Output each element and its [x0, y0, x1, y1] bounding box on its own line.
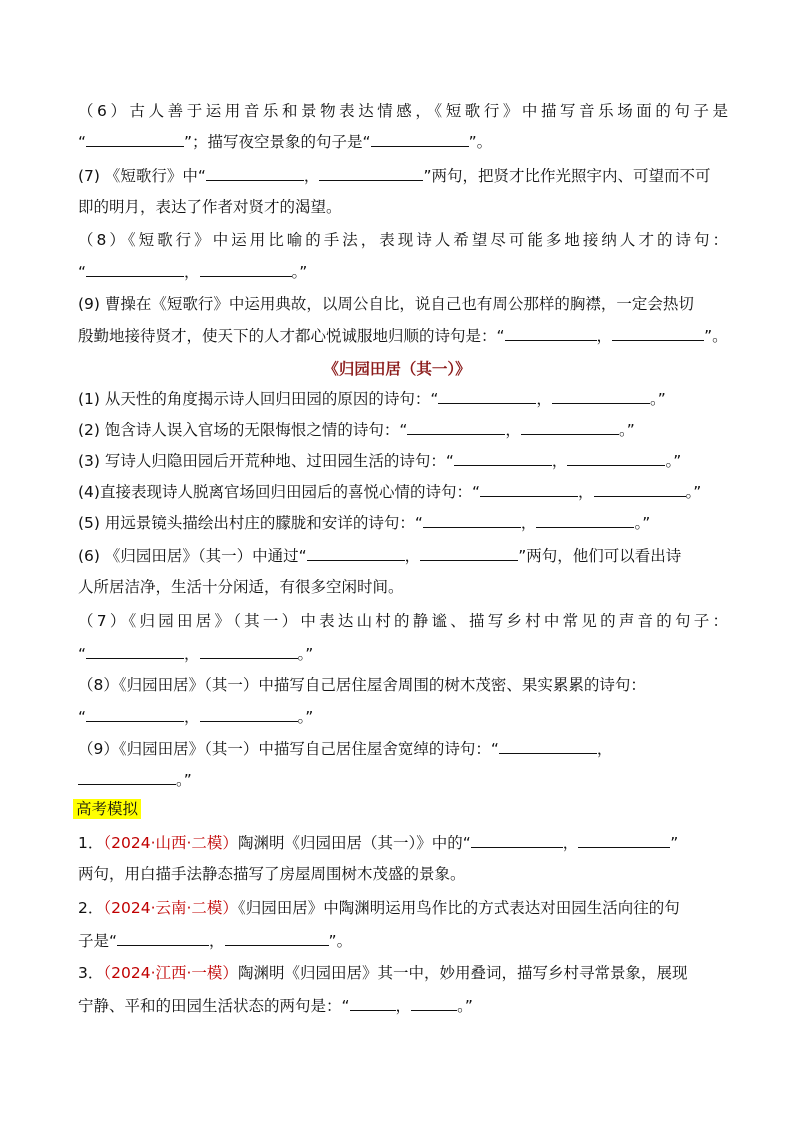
- answer-blank[interactable]: [420, 545, 518, 561]
- answer-blank[interactable]: [350, 995, 396, 1011]
- answer-blank[interactable]: [612, 325, 704, 341]
- answer-blank[interactable]: [200, 706, 298, 722]
- s2-q3: (3) 写诗人归隐田园后开荒种地、过田园生活的诗句：“ ， 。”: [78, 452, 682, 470]
- answer-blank[interactable]: [521, 419, 619, 435]
- source-tag: （2024·山西·二模）: [103, 834, 238, 852]
- answer-blank[interactable]: [319, 165, 423, 181]
- s1-q6-line2: “ ”；描写夜空景象的句子是“ ”。: [78, 133, 493, 151]
- answer-blank[interactable]: [117, 930, 209, 946]
- s1-q7-line1: (7) 《短歌行》中“ ， ”两句，把贤才比作光照宇内、可望而不可: [78, 167, 711, 185]
- s3-item1-line2: 两句，用白描手法静态描写了房屋周围树木茂盛的景象。: [78, 865, 466, 883]
- answer-blank[interactable]: [371, 131, 469, 147]
- section-heading: 《归园田居（其一）》: [323, 360, 471, 378]
- s2-q7-line2: “ ， 。”: [78, 645, 314, 663]
- answer-blank[interactable]: [505, 325, 597, 341]
- answer-blank[interactable]: [86, 643, 184, 659]
- answer-blank[interactable]: [471, 832, 563, 848]
- answer-blank[interactable]: [438, 388, 536, 404]
- s2-q2: (2) 饱含诗人误入官场的无限悔恨之情的诗句：“ ， 。”: [78, 421, 635, 439]
- s2-q9-line1: （9）《归园田居》（其一）中描写自己居住屋舍宽绰的诗句：“ ，: [78, 740, 613, 758]
- answer-blank[interactable]: [86, 706, 184, 722]
- answer-blank[interactable]: [86, 131, 184, 147]
- answer-blank[interactable]: [411, 995, 457, 1011]
- s1-q9-line2: 殷勤地接待贤才，使天下的人才都心悦诚服地归顺的诗句是：“ ， ”。: [78, 327, 728, 345]
- s3-item2-line2: 子是“ ， ”。: [78, 932, 353, 950]
- source-tag: （2024·云南·二模）: [103, 899, 238, 917]
- s3-item2-line1: 2．（2024·云南·二模）《归园田居》中陶渊明运用鸟作比的方式表达对田园生活向往的句: [78, 899, 680, 917]
- s2-q6-line2: 人所居洁净，生活十分闲适，有很多空闲时间。: [78, 578, 404, 596]
- answer-blank[interactable]: [200, 261, 292, 277]
- answer-blank[interactable]: [594, 481, 686, 497]
- s2-q1: (1) 从天性的角度揭示诗人回归田园的原因的诗句：“ ， 。”: [78, 390, 666, 408]
- s2-q4: (4)直接表现诗人脱离官场回归田园后的喜悦心情的诗句：“ ， 。”: [78, 483, 702, 501]
- s2-q6-line1: (6) 《归园田居》（其一）中通过“ ， ”两句，他们可以看出诗: [78, 547, 682, 565]
- answer-blank[interactable]: [407, 419, 505, 435]
- s3-item3-line2: 宁静、平和的田园生活状态的两句是：“ ， 。”: [78, 997, 473, 1015]
- source-tag: （2024·江西·一模）: [103, 964, 238, 982]
- answer-blank[interactable]: [536, 512, 634, 528]
- s1-q9-line1: (9) 曹操在《短歌行》中运用典故，以周公自比，说自己也有周公那样的胸襟，一定会热切: [78, 295, 694, 313]
- answer-blank[interactable]: [225, 930, 329, 946]
- highlight-heading: 高考模拟: [73, 799, 141, 819]
- s3-item1-line1: 1．（2024·山西·二模）陶渊明《归园田居（其一）》中的“ ， ”: [78, 834, 679, 852]
- answer-blank[interactable]: [200, 643, 298, 659]
- answer-blank[interactable]: [552, 388, 650, 404]
- s2-q7-line1: （7）《归园田居》（其一）中表达山村的静谧、描写乡村中常见的声音的句子：: [78, 612, 728, 630]
- answer-blank[interactable]: [307, 545, 405, 561]
- s1-q6-line1: （6）古人善于运用音乐和景物表达情感，《短歌行》中描写音乐场面的句子是: [78, 102, 728, 120]
- s2-q9-line2: 。”: [78, 769, 728, 790]
- s3-item3-line1: 3．（2024·江西·一模）陶渊明《归园田居》其一中，妙用叠词，描写乡村寻常景象，展现: [78, 964, 688, 982]
- s1-q7-line2: 即的明月，表达了作者对贤才的渴望。: [78, 198, 342, 216]
- answer-blank[interactable]: [206, 165, 304, 181]
- answer-blank[interactable]: [499, 738, 597, 754]
- answer-blank[interactable]: [423, 512, 521, 528]
- s2-q8-line2: “ ， 。”: [78, 708, 314, 726]
- answer-blank[interactable]: [567, 450, 665, 466]
- answer-blank[interactable]: [86, 261, 184, 277]
- s2-q5: (5) 用远景镜头描绘出村庄的朦胧和安详的诗句：“ ， 。”: [78, 514, 651, 532]
- s1-q8-line2: “ ， 。”: [78, 263, 308, 281]
- answer-blank[interactable]: [454, 450, 552, 466]
- answer-blank[interactable]: [78, 769, 176, 785]
- answer-blank[interactable]: [578, 832, 670, 848]
- s1-q8-line1: （8）《短歌行》中运用比喻的手法，表现诗人希望尽可能多地接纳人才的诗句：: [78, 231, 728, 249]
- s2-q8-line1: （8）《归园田居》（其一）中描写自己居住屋舍周围的树木茂密、果实累累的诗句：: [78, 676, 646, 694]
- answer-blank[interactable]: [480, 481, 578, 497]
